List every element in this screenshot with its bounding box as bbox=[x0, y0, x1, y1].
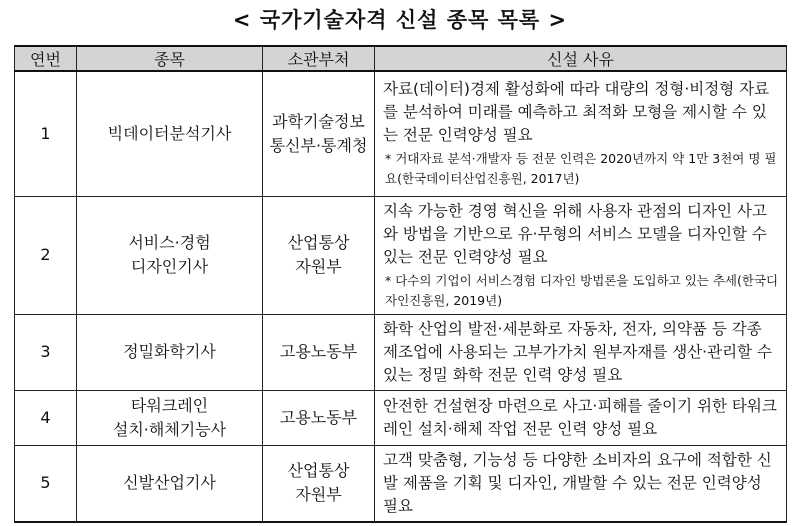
header-ministry: 소관부처 bbox=[263, 46, 375, 71]
table-row bbox=[15, 390, 787, 445]
reason-text: 고객 맞춤형, 기능성 등 다양한 소비자의 요구에 적합한 신발 제품을 기획 및 디자인, 개발할 수 있는 전문 인력양성 필요 bbox=[383, 450, 772, 515]
reason-text: 자료(데이터)경제 활성화에 따라 대량의 정형·비정형 자료를 분석하여 미래를 예측하고 최적화 모형을 제시할 수 있는 전문 인력양성 필요 bbox=[383, 80, 770, 145]
row-no: 2 bbox=[15, 196, 77, 314]
header-name: 종목 bbox=[77, 46, 263, 71]
ministry-line: 고용노동부 bbox=[279, 407, 358, 427]
ministry-line: 고용노동부 bbox=[279, 342, 358, 361]
ministry-line: 자원부 bbox=[295, 485, 342, 504]
row-no: 3 bbox=[15, 314, 77, 390]
ministry-line: 산업통상 bbox=[287, 461, 350, 480]
table-row bbox=[15, 314, 787, 390]
ministry-line: 통신부·통계청 bbox=[269, 135, 368, 155]
table-row bbox=[15, 196, 787, 314]
reason-text: 지속 가능한 경영 혁신을 위해 사용자 관점의 디자인 사고와 방법을 기반으로 유·무형의 서비스 모델을 디자인할 수 있는 전문 인력양성 필요 bbox=[383, 201, 767, 266]
row-no: 1 bbox=[15, 71, 77, 196]
row-reason bbox=[375, 196, 787, 314]
page-title: < 국가기술자격 신설 종목 목록 > bbox=[232, 8, 568, 32]
table-row bbox=[15, 445, 787, 522]
name-line: 서비스·경험 bbox=[128, 233, 211, 252]
name-line: 타워크레인 bbox=[130, 395, 209, 415]
row-reason bbox=[375, 445, 787, 522]
reason-note: * 다수의 기업이 서비스경험 디자인 방법론을 도입하고 있는 추세(한국디자인진흥원, 2019년) bbox=[385, 272, 779, 308]
row-name bbox=[77, 196, 263, 314]
row-name bbox=[77, 390, 263, 445]
row-name bbox=[77, 314, 263, 390]
header-no: 연번 bbox=[15, 46, 77, 71]
row-ministry bbox=[263, 445, 375, 522]
row-ministry bbox=[263, 390, 375, 445]
header-reason: 신설 사유 bbox=[375, 46, 787, 71]
name-line: 설치·해체기능사 bbox=[112, 419, 227, 439]
reason-note: * 거대자료 분석·개발자 등 전문 인력은 2020년까지 약 1만 3천여 명 필요(한국데이터산업진흥원, 2017년) bbox=[385, 151, 777, 187]
name-line: 정밀화학기사 bbox=[123, 342, 216, 361]
row-reason bbox=[375, 390, 787, 445]
ministry-line: 자원부 bbox=[295, 257, 342, 276]
table-row bbox=[15, 71, 787, 196]
row-reason bbox=[375, 314, 787, 390]
ministry-line: 산업통상 bbox=[287, 233, 350, 252]
reason-text: 화학 산업의 발전·세분화로 자동차, 전자, 의약품 등 각종 제조업에 사용되는 고부가가치 원부자재를 생산·관리할 수 있는 정밀 화학 전문 인력 양성 필요 bbox=[383, 319, 772, 384]
reason-text: 안전한 건설현장 마련으로 사고·피해를 줄이기 위한 타워크레인 설치·해체 작업 전문 인력 양성 필요 bbox=[383, 396, 777, 438]
name-line: 신발산업기사 bbox=[123, 473, 216, 492]
row-name bbox=[77, 71, 263, 196]
row-name bbox=[77, 445, 263, 522]
name-line: 디자인기사 bbox=[130, 257, 209, 276]
new-certification-table bbox=[14, 45, 787, 523]
row-reason bbox=[375, 71, 787, 196]
name-line: 빅데이터분석기사 bbox=[107, 123, 232, 143]
row-ministry bbox=[263, 314, 375, 390]
table-header-row bbox=[15, 46, 787, 71]
ministry-line: 과학기술정보 bbox=[272, 111, 365, 131]
row-no: 5 bbox=[15, 445, 77, 522]
row-no: 4 bbox=[15, 390, 77, 445]
row-ministry bbox=[263, 71, 375, 196]
row-ministry bbox=[263, 196, 375, 314]
